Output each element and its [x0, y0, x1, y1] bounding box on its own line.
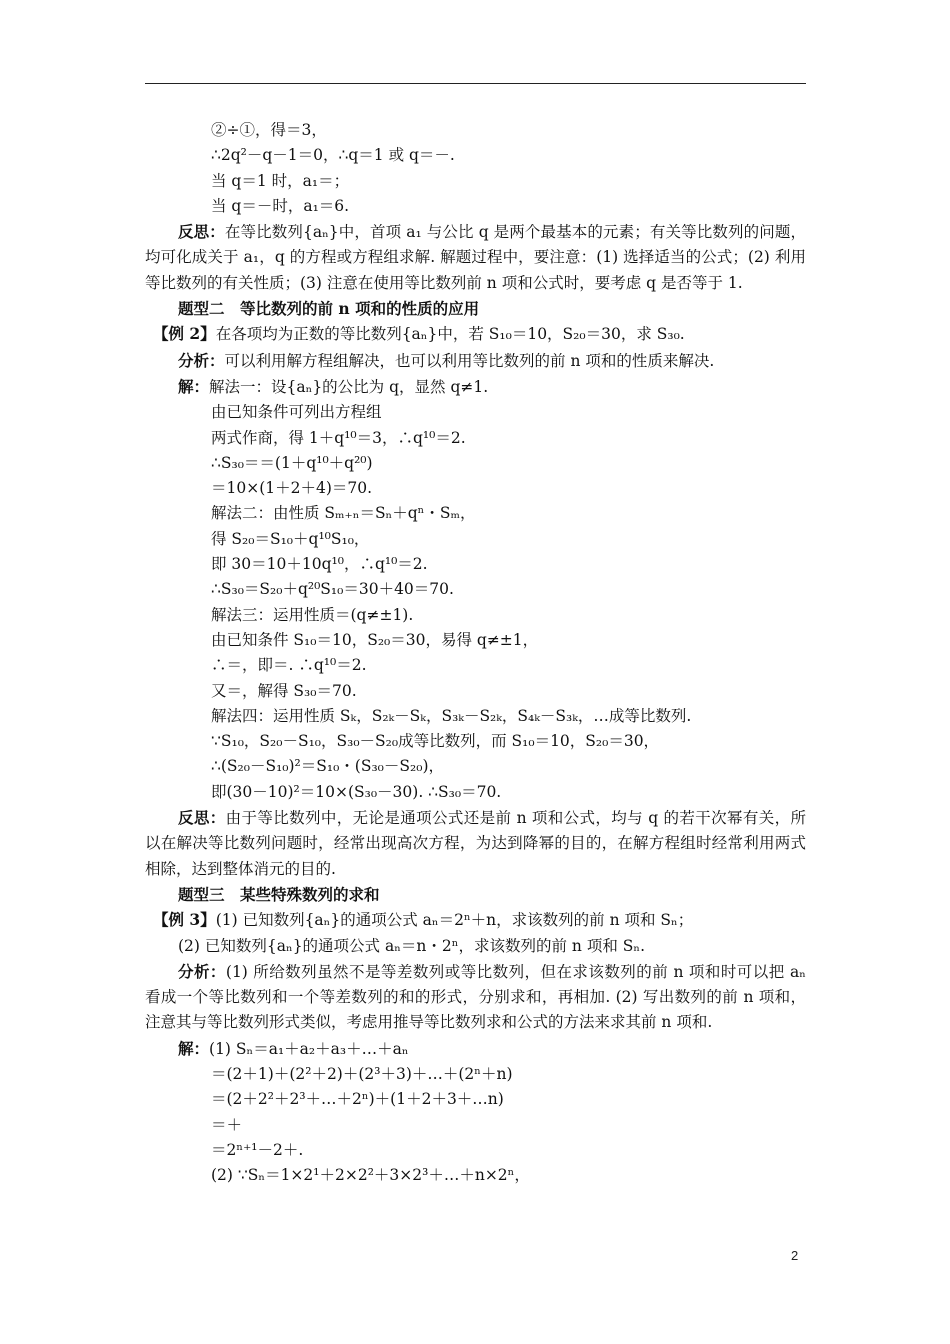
text-line [145, 143, 806, 168]
line-text: ∴S₃₀＝＝(1＋q¹⁰＋q²⁰) [211, 453, 373, 472]
line-text: 两式作商，得 1＋q¹⁰＝3，∴q¹⁰＝2. [211, 428, 466, 447]
labeled-line [145, 1036, 806, 1062]
text-line [145, 118, 806, 143]
text-line [145, 1138, 806, 1163]
line-text: 由已知条件 S₁₀＝10，S₂₀＝30，易得 q≠±1， [211, 630, 539, 649]
line-label: 分析： [178, 961, 226, 981]
labeled-line [145, 907, 806, 933]
line-label: 解： [178, 376, 210, 396]
text-line [145, 780, 806, 805]
text-line [145, 754, 806, 779]
text-line [145, 501, 806, 526]
line-text: ∵S₁₀，S₂₀－S₁₀，S₃₀－S₂₀成等比数列，而 S₁₀＝10，S₂₀＝30， [211, 732, 660, 751]
text-line [145, 527, 806, 552]
text-line [145, 1087, 806, 1112]
line-label: 反思： [178, 808, 226, 828]
line-text: 解法三：运用性质＝(q≠±1). [211, 605, 414, 624]
line-text: ∴＝，即＝. ∴q¹⁰＝2. [211, 656, 367, 675]
labeled-line [145, 959, 806, 1036]
text-line [145, 1113, 806, 1138]
labeled-line [145, 321, 806, 347]
labeled-line [145, 219, 806, 296]
text-line [145, 653, 806, 678]
line-text: ＝＋ [211, 1115, 243, 1134]
line-text: ＝(2＋2²＋2³＋…＋2ⁿ)＋(1＋2＋3＋…n) [211, 1090, 504, 1109]
document-body [145, 118, 806, 1188]
line-text: (1) 已知数列{aₙ}的通项公式 aₙ＝2ⁿ＋n，求该数列的前 n 项和 Sₙ； [215, 911, 694, 930]
line-label: 【例 3】 [153, 910, 216, 930]
line-label: 解： [178, 1038, 210, 1058]
text-line [145, 476, 806, 501]
labeled-line [145, 374, 806, 400]
line-label: 【例 2】 [153, 324, 216, 344]
line-text: 当 q＝1 时，a₁＝； [211, 171, 350, 190]
line-text: (1) 所给数列虽然不是等差数列或等比数列，但在求该数列的前 n 项和时可以把 aₙ 看成一个等比数列和一个等差数列的和的形式，分别求和，再相加. (2) 写出数列的前 n 项和，注意其与等比数列形式类似，考虑用推导等比数列求和公式的方法来求其前 n 项和. [145, 962, 806, 1032]
text-line [145, 934, 806, 959]
line-text: 可以利用解方程组解决，也可以利用等比数列的前 n 项和的性质来解决. [224, 351, 715, 370]
line-text: 得 S₂₀＝S₁₀＋q¹⁰S₁₀， [211, 529, 370, 548]
line-text: 题型三 某些特殊数列的求和 [178, 884, 380, 904]
line-text: ②÷①，得＝3， [211, 121, 327, 139]
text-line [145, 1062, 806, 1087]
line-text: (2) ∵Sₙ＝1×2¹＋2×2²＋3×2³＋…＋n×2ⁿ， [211, 1166, 530, 1185]
labeled-line [145, 348, 806, 374]
text-line [145, 169, 806, 194]
line-text: ＝10×(1＋2＋4)＝70. [211, 479, 373, 498]
text-line [145, 451, 806, 476]
line-text: (1) Sₙ＝a₁＋a₂＋a₃＋…＋aₙ [209, 1039, 409, 1058]
line-text: (2) 已知数列{aₙ}的通项公式 aₙ＝n・2ⁿ，求该数列的前 n 项和 Sₙ. [178, 936, 645, 955]
header-rule [145, 83, 806, 84]
text-line [145, 729, 806, 754]
text-line [145, 400, 806, 425]
line-text: 即 30＝10＋10q¹⁰，∴q¹⁰＝2. [211, 555, 428, 574]
text-line [145, 882, 806, 907]
line-text: 在各项均为正数的等比数列{aₙ}中，若 S₁₀＝10，S₂₀＝30，求 S₃₀. [215, 325, 685, 344]
line-label: 反思： [178, 222, 225, 242]
line-text: 题型二 等比数列的前 n 项和的性质的应用 [178, 299, 480, 319]
line-text: 在等比数列{aₙ}中，首项 a₁ 与公比 q 是两个最基本的元素；有关等比数列的问题，均可化成关于 a₁，q 的方程或方程组求解. 解题过程中，要注意：(1) 选择适当的公式；(2) 利用等比数列的有关性质；(3) 注意在使用等比数列前 n 项和公式时，要考虑 q 是否等于 1. [145, 223, 806, 292]
line-text: 由已知条件可列出方程组 [211, 403, 382, 422]
text-line [145, 577, 806, 602]
line-text: 当 q＝－时，a₁＝6. [211, 196, 350, 215]
line-text: ∴2q²－q－1＝0，∴q＝1 或 q＝－. [211, 146, 455, 165]
text-line [145, 296, 806, 321]
text-line [145, 552, 806, 577]
labeled-line [145, 805, 806, 882]
line-text: 即(30－10)²＝10×(S₃₀－30). ∴S₃₀＝70. [211, 782, 502, 801]
line-text: ∴(S₂₀－S₁₀)²＝S₁₀・(S₃₀－S₂₀)， [211, 757, 444, 776]
line-label: 分析： [178, 350, 225, 370]
line-text: 又＝，解得 S₃₀＝70. [211, 681, 357, 700]
text-line [145, 679, 806, 704]
line-text: ＝(2＋1)＋(2²＋2)＋(2³＋3)＋…＋(2ⁿ＋n) [211, 1064, 513, 1083]
page-number: 2 [791, 1248, 799, 1263]
line-text: 解法一：设{aₙ}的公比为 q，显然 q≠1. [209, 377, 489, 396]
line-text: ＝2ⁿ⁺¹－2＋. [211, 1140, 304, 1159]
text-line [145, 426, 806, 451]
text-line [145, 1163, 806, 1188]
text-line [145, 194, 806, 219]
text-line [145, 628, 806, 653]
line-text: 解法四：运用性质 Sₖ，S₂ₖ－Sₖ，S₃ₖ－S₂ₖ，S₄ₖ－S₃ₖ，…成等比数列. [211, 706, 692, 725]
line-text: 解法二：由性质 Sₘ₊ₙ＝Sₙ＋qⁿ・Sₘ， [211, 504, 476, 523]
line-text: 由于等比数列中，无论是通项公式还是前 n 项和公式，均与 q 的若干次幂有关，所以在解决等比数列问题时，经常出现高次方程，为达到降幂的目的，在解方程组时经常利用两式相除，达到整体消元的目的. [145, 809, 806, 878]
text-line [145, 704, 806, 729]
text-line [145, 603, 806, 628]
line-text: ∴S₃₀＝S₂₀＋q²⁰S₁₀＝30＋40＝70. [211, 580, 454, 599]
